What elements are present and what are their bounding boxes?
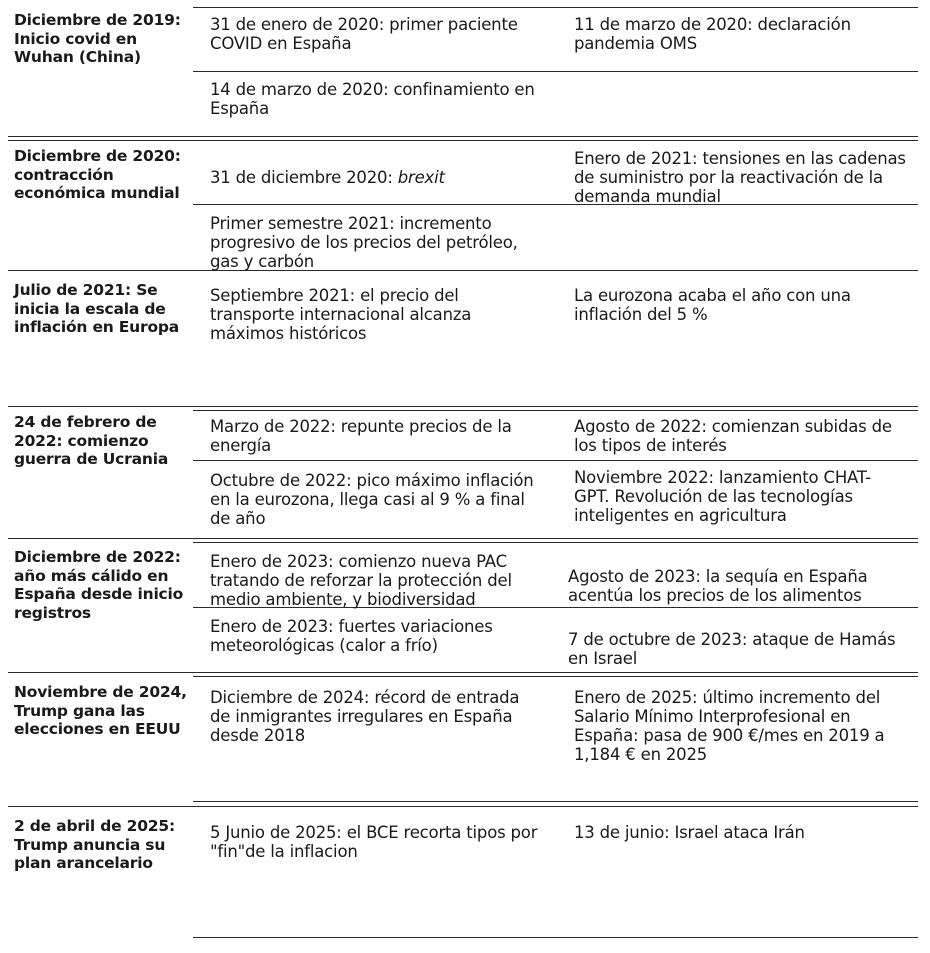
event-text: 31 de enero de 2020: primer paciente COVID en España (210, 15, 518, 53)
row-header: Diciembre de 2020: contracción económica mundial (14, 147, 181, 202)
event-text (210, 149, 560, 187)
divider (193, 460, 918, 461)
event-text: Diciembre de 2024: récord de entrada de inmigrantes irregulares en España desde 2018 (210, 688, 520, 745)
event-text: La eurozona acaba el año con una inflación del 5 % (574, 286, 851, 324)
divider (193, 937, 918, 938)
event-text: 7 de octubre de 2023: ataque de Hamás en Israel (568, 630, 896, 668)
divider (193, 7, 918, 8)
event-text: Primer semestre 2021: incremento progresivo de los precios del petróleo, gas y carbón (210, 214, 518, 271)
row-header: Diciembre de 2022: año más cálido en España desde inicio registros (14, 548, 184, 622)
event-text: Noviembre 2022: lanzamiento CHAT-GPT. Revolución de las tecnologías inteligentes en agricultura (574, 468, 871, 525)
event-text: 14 de marzo de 2020: confinamiento en España (210, 80, 535, 118)
event-text-part: 31 de diciembre 2020: (210, 168, 398, 187)
divider (8, 136, 918, 137)
row-header: Diciembre de 2019: Inicio covid en Wuhan (China) (14, 11, 181, 66)
event-text: 13 de junio: Israel ataca Irán (574, 823, 805, 842)
event-text: Enero de 2023: fuertes variaciones meteorológicas (calor a frío) (210, 617, 493, 655)
event-text: Octubre de 2022: pico máximo inflación en la eurozona, llega casi al 9 % a final de año (210, 471, 534, 528)
event-text-italic: brexit (397, 168, 445, 187)
row-header: 2 de abril de 2025: Trump anuncia su plan arancelario (14, 817, 175, 872)
row-header: Julio de 2021: Se inicia la escala de inflación en Europa (14, 281, 180, 336)
divider (8, 406, 918, 407)
event-text: Septiembre 2021: el precio del transporte internacional alcanza máximos históricos (210, 286, 472, 343)
event-text: Agosto de 2022: comienzan subidas de los tipos de interés (574, 417, 892, 455)
divider (193, 71, 918, 72)
event-text: Enero de 2021: tensiones en las cadenas de suministro por la reactivación de la demanda mundial (574, 149, 906, 206)
divider (8, 806, 918, 807)
event-text: Marzo de 2022: repunte precios de la energía (210, 417, 512, 455)
divider (193, 676, 918, 677)
event-text: 11 de marzo de 2020: declaración pandemia OMS (574, 15, 851, 53)
divider (8, 140, 918, 141)
divider (8, 538, 918, 539)
event-text: Enero de 2025: último incremento del Salario Mínimo Interprofesional en España: pasa de 900 €/mes en 2019 a 1,184 € en 2025 (574, 688, 885, 764)
row-header: Noviembre de 2024, Trump gana las elecciones en EEUU (14, 683, 187, 738)
event-text: 5 Junio de 2025: el BCE recorta tipos por "fin"de la inflacion (210, 823, 538, 861)
event-text: Agosto de 2023: la sequía en España acentúa los precios de los alimentos (568, 567, 868, 605)
divider (193, 410, 918, 411)
divider (193, 542, 918, 543)
divider (8, 672, 918, 673)
row-header: 24 de febrero de 2022: comienzo guerra de Ucrania (14, 413, 169, 468)
divider (193, 801, 918, 802)
event-text: Enero de 2023: comienzo nueva PAC tratando de reforzar la protección del medio ambiente, y biodiversidad (210, 552, 512, 609)
